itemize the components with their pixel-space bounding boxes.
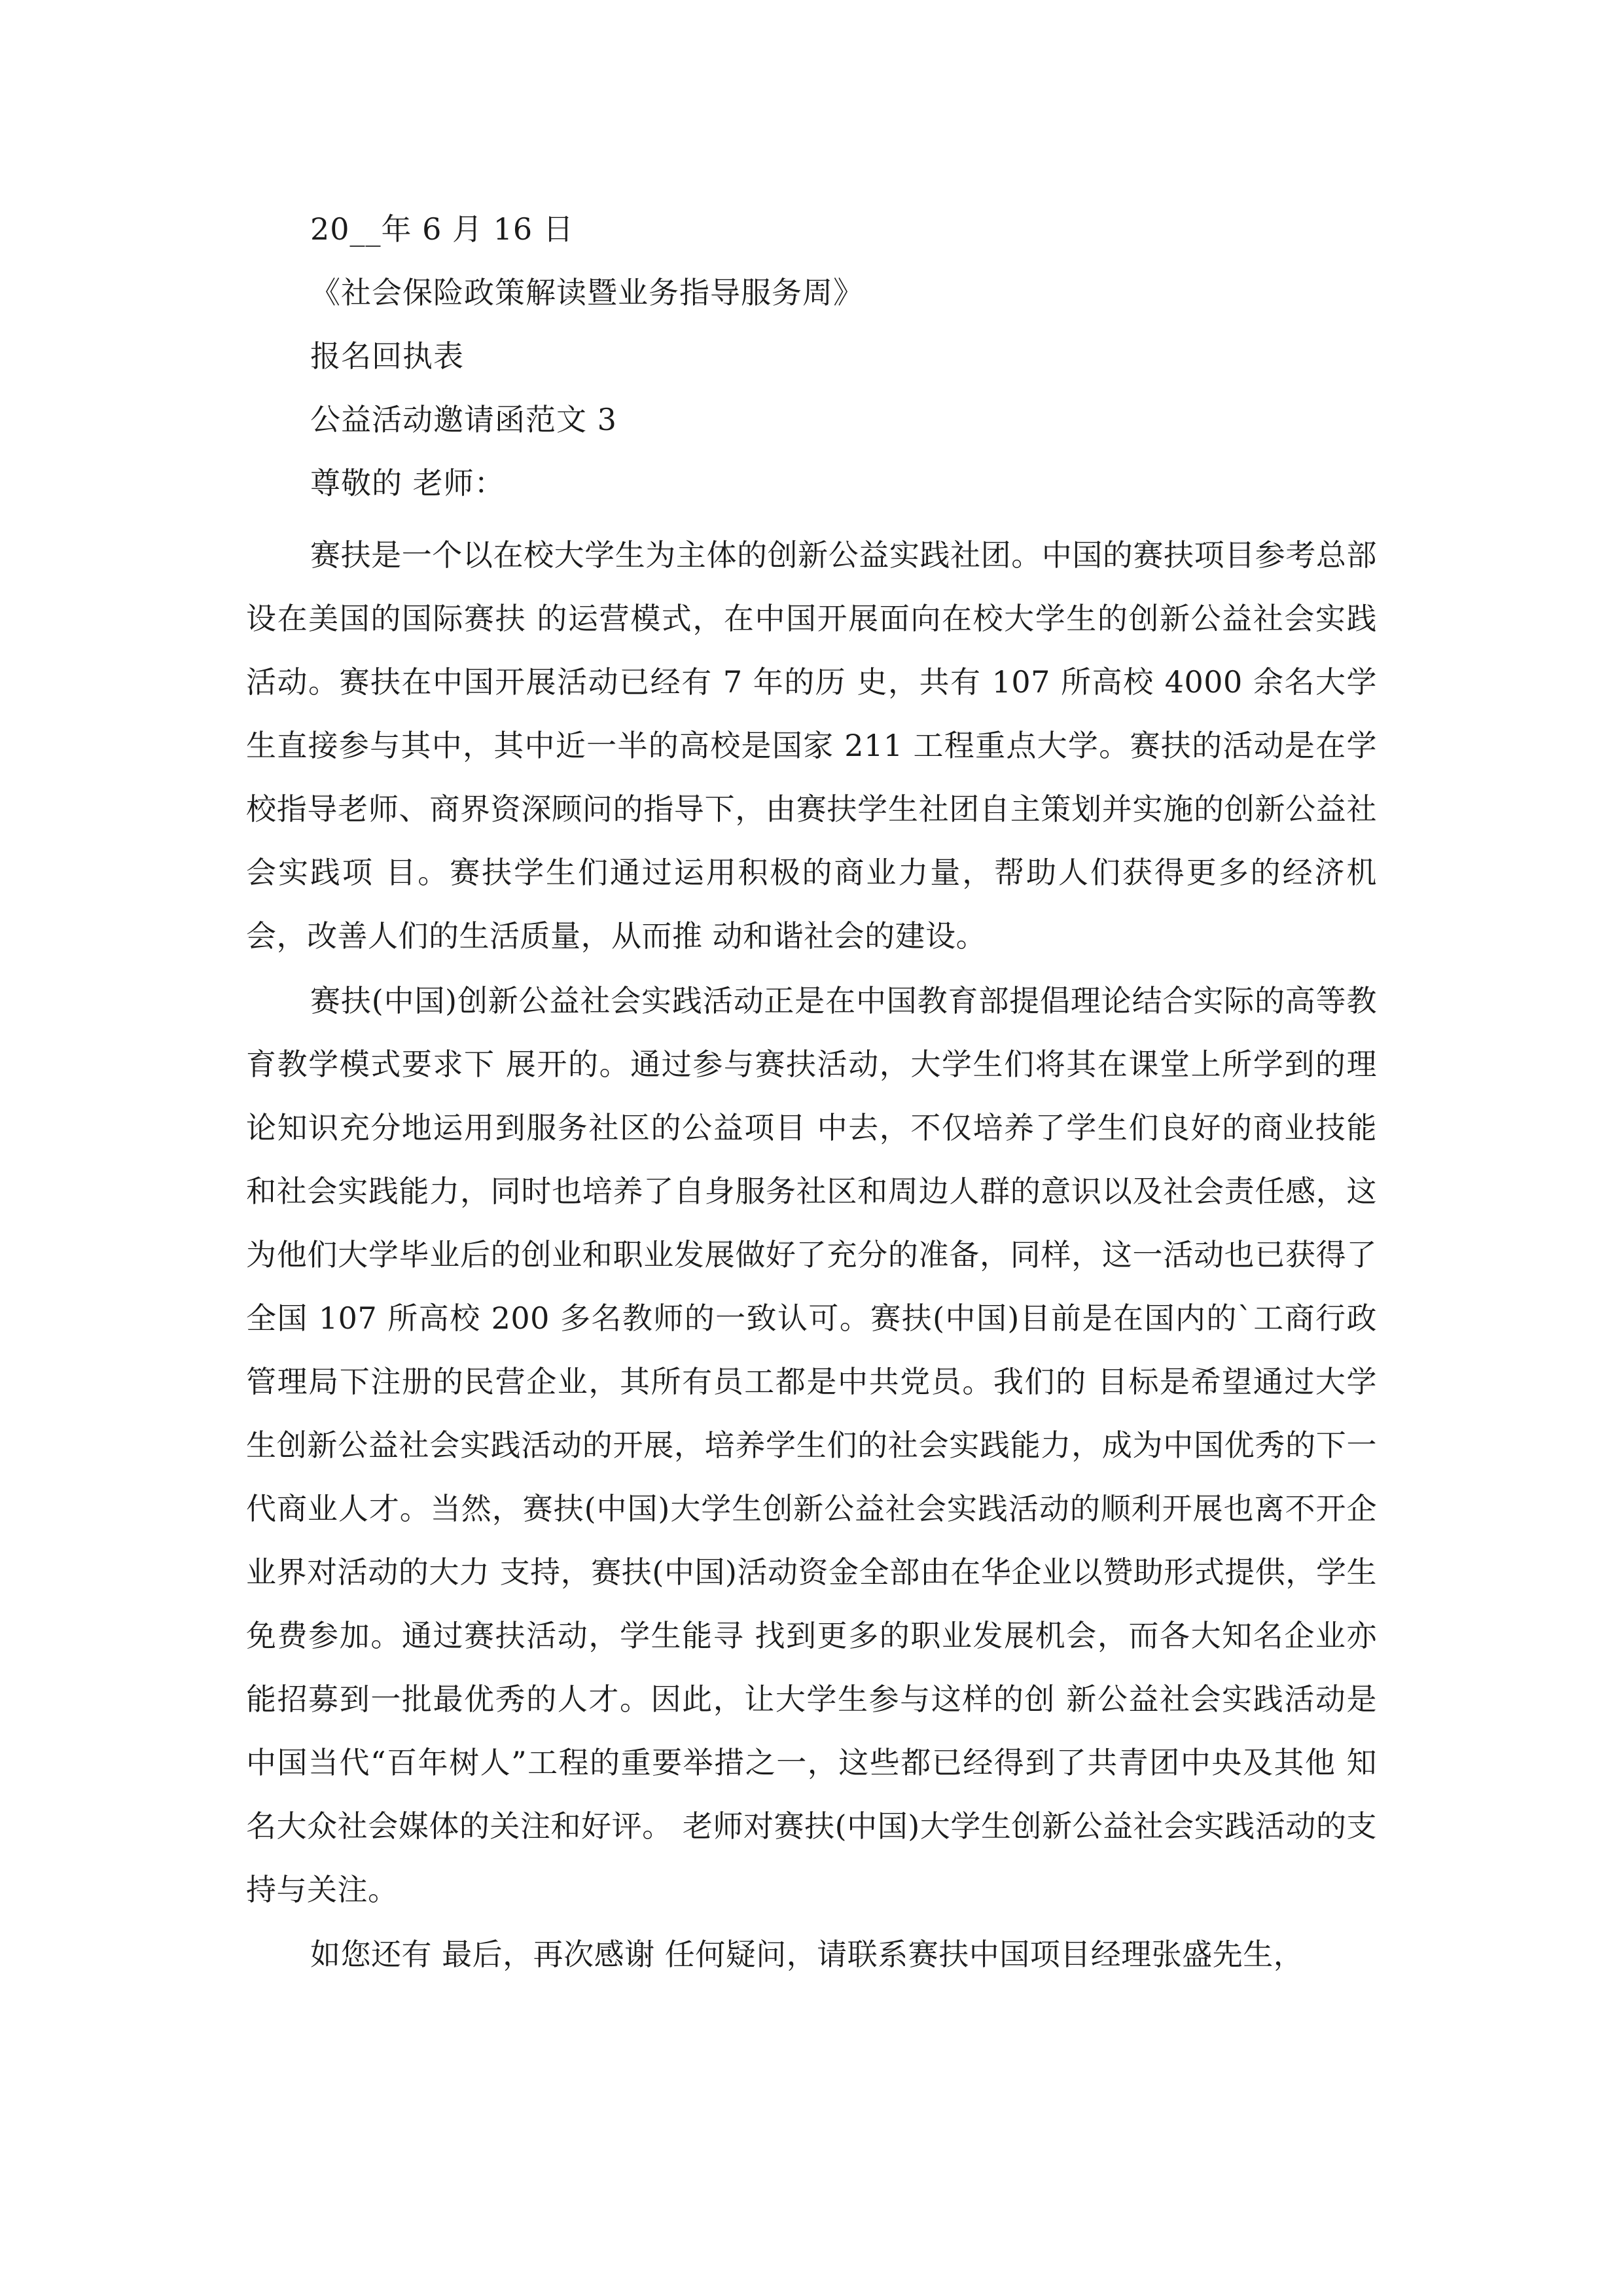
letter-body [246,524,1377,1988]
paragraph-contact: 如您还有 最后，再次感谢 任何疑问，请联系赛扶中国项目经理张盛先生， [310,1937,1304,1972]
paragraph-introduction: 赛扶是一个以在校大学生为主体的创新公益实践社团。中国的赛扶项目参考总部设在美国的国际赛扶 的运营模式，在中国开展面向在校大学生的创新公益社会实践活动。赛扶在中国开展活动已经有 7 年的历 史，共有 107 所高校 4000 余名大学生直接参与其中，其中近一半的高校是国家 211 工程重点大学。赛扶的活动是在学校指导老师、商界资深顾问的指导下，由赛扶学生社团自主策划并实施的创新公益社会实践项 目。赛扶学生们通过运用积极的商业力量，帮助人们获得更多的经济机会，改善人们的生活质量，从而推 动和谐社会的建设。 [246,537,1377,954]
salutation: 尊敬的 老师： [310,465,505,501]
reply-form-heading: 报名回执表 [310,338,464,374]
seminar-title: 《社会保险政策解读暨业务指导服务周》 [310,275,864,310]
paragraph-background: 赛扶(中国)创新公益社会实践活动正是在中国教育部提倡理论结合实际的高等教育教学模式要求下 展开的。通过参与赛扶活动，大学生们将其在课堂上所学到的理论知识充分地运用到服务社区的公益项目 中去，不仅培养了学生们良好的商业技能和社会实践能力，同时也培养了自身服务社区和周边人群的意识以及社会责任感，这为他们大学毕业后的创业和职业发展做好了充分的准备，同样，这一活动也已获得了 全国 107 所高校 200 多名教师的一致认可。赛扶(中国)目前是在国内的`工商行政管理局下注册的民营企业，其所有员工都是中共党员。我们的 目标是希望通过大学生创新公益社会实践活动的开展，培养学生们的社会实践能力，成为中国优秀的下一 代商业人才。当然，赛扶(中国)大学生创新公益社会实践活动的顺利开展也离不开企业界对活动的大力 支持，赛扶(中国)活动资金全部由在华企业以赞助形式提供，学生免费参加。通过赛扶活动，学生能寻 找到更多的职业发展机会，而各大知名企业亦能招募到一批最优秀的人才。因此，让大学生参与这样的创 新公益社会实践活动是中国当代“百年树人”工程的重要举措之一，这些都已经得到了共青团中央及其他 知名大众社会媒体的关注和好评。 老师对赛扶(中国)大学生创新公益社会实践活动的支持与关注。 [246,983,1377,1907]
document-title: 公益活动邀请函范文 3 [310,402,617,437]
date-line: 20__年 6 月 16 日 [310,211,574,247]
